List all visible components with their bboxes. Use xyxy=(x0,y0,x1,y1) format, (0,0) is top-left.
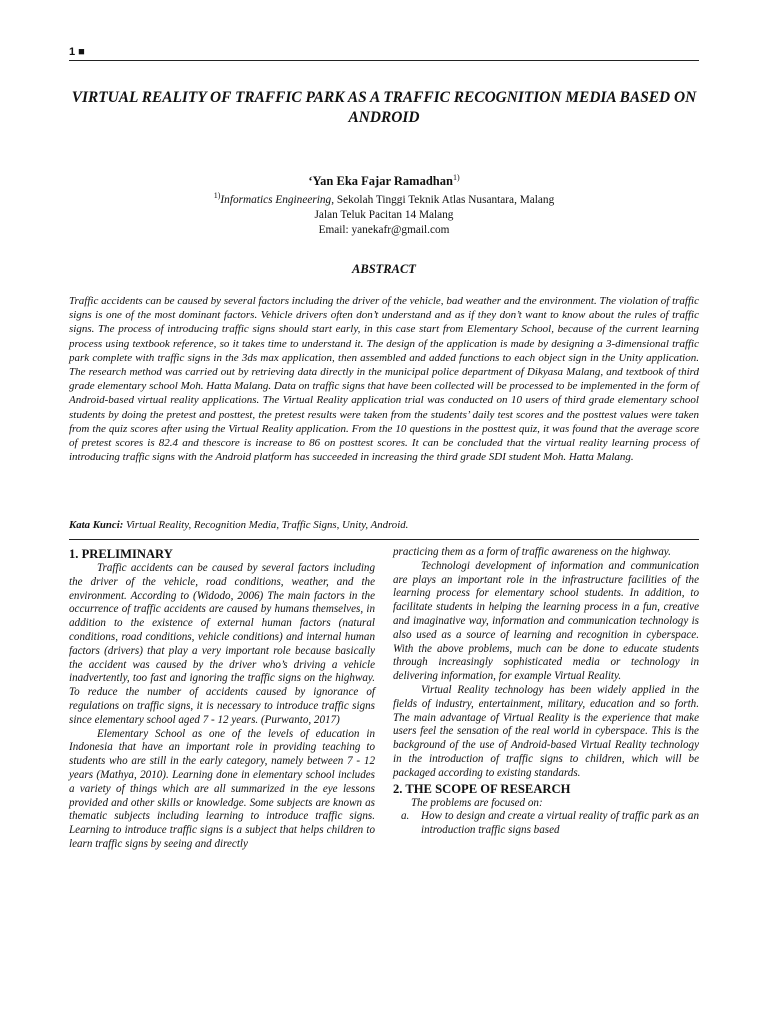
left-column xyxy=(69,546,375,852)
affiliation-line xyxy=(69,188,699,208)
page-number: 1 ■ xyxy=(69,46,85,58)
affiliation-dept: Informatics Engineering xyxy=(220,193,332,206)
affiliation-institution: , Sekolah Tinggi Teknik Atlas Nusantara, Malang xyxy=(331,193,555,206)
abstract-text: Traffic accidents can be caused by several factors including the driver of the vehicle, bad weather and the environment. The violation of traffic signs is one of the most dominant factors. Vehicle drivers often don’t understand and as if they don’t want to know about the rules of traffic signs. The process of introducing traffic signs should start early, in this case start from Elementary School, because of the current learning process using textbook reference, so it takes time to understand it. The design of the application is made by designing a 3-dimensional traffic park complete with traffic signs in the 3ds max application, then assembled and added functions to each object sign in the Unity application. The research method was carried out by retrieving data directly in the municipal police department of Dikyasa Malang, and textbook of third grade elementary school Moh. Hatta Malang. Data on traffic signs that have been collected will be processed to be implemented in the form of Android-based virtual reality applications. The Virtual Reality application trial was conducted on 10 users of third grade elementary school students by doing the pretest and posttest, the pretest results were taken from the students’ daily test scores and the posttest values were taken from the quiz scores after using the Virtual Reality application. From the 10 questions in the posttest quiz, it was found that the average score of pretest scores is 82.4 and thescore is increase to 86 on posttest scores. It can be concluded that the virtual reality learning process of introducing traffic signs with the Android platform has succeeded in increasing the third grade SDI student Moh. Hatta Malang. xyxy=(69,295,699,464)
author-name: ‘Yan Eka Fajar Ramadhan xyxy=(308,174,453,189)
paragraph: Technologi development of information and communication are plays an important role in the infrastructure facilities of the learning process for elementary school students. In addition, to facilitate students in helping the learning process in a fun, creative and imaginative way, information and communication technology is also used as a source of learning and recognition in cyberspace. With the above problems, much can be done to educate students through increasingly sophisticated media or technology in delivering information, for example Virtual Reality. xyxy=(393,559,699,683)
author-email: Email: yanekafr@gmail.com xyxy=(318,223,450,236)
paper-title: VIRTUAL REALITY OF TRAFFIC PARK AS A TRAFFIC RECOGNITION MEDIA BASED ON ANDROID xyxy=(71,89,697,126)
keywords-label: Kata Kunci: xyxy=(69,519,124,531)
list-marker: a. xyxy=(401,810,410,823)
section-heading-scope: 2. THE SCOPE OF RESEARCH xyxy=(393,781,571,796)
section-divider xyxy=(69,539,699,540)
abstract-heading: ABSTRACT xyxy=(352,262,416,276)
keywords-line xyxy=(69,518,699,532)
list-intro: The problems are focused on: xyxy=(411,796,543,809)
page-header xyxy=(69,46,699,61)
paragraph: Traffic accidents can be caused by several factors including the driver of the vehicle, road conditions, weather, and the environment. According to (Widodo, 2006) The main factors in the occurrence of traffic accidents are caused by humans themselves, in addition to the existence of external human factors (natural conditions, road conditions, vehicle conditions) and internal human factors (drivers) that play a very important role because basically the accident was caused by the driver who’s driving a vehicle inadvertently, too fast and ignoring the traffic signs on the highway. To reduce the number of accidents caused by ignorance of regulations on traffic signs, it is necessary to introduce traffic signs since elementary school aged 7 - 12 years. (Purwanto, 2017) xyxy=(69,562,375,726)
affiliation-block xyxy=(69,188,699,238)
section-heading-preliminary: 1. PRELIMINARY xyxy=(69,547,173,561)
keywords-text: Virtual Reality, Recognition Media, Traffic Signs, Unity, Android. xyxy=(123,519,409,531)
list-item-text: How to design and create a virtual reality of traffic park as an introduction traffic signs based xyxy=(421,810,699,837)
author-superscript: 1) xyxy=(452,173,460,182)
affiliation-superscript: 1) xyxy=(213,191,221,200)
list-item xyxy=(393,810,699,838)
affiliation-address: Jalan Teluk Pacitan 14 Malang xyxy=(314,208,454,221)
author-line xyxy=(69,170,699,189)
paragraph: Elementary School as one of the levels of education in Indonesia that have an important role in providing teaching to students who are still in the early category, namely between 7 - 12 years (Mathya, 2010). Learning done in elementary school includes a variety of things which are all summarized in the eye lessons provided and other skills or knowledge. Some subjects are known as thematic subjects including learning to introduce traffic signs. Learning to introduce traffic signs is a subject that helps children to learn traffic signs by seeing and directly xyxy=(69,727,375,850)
right-column xyxy=(393,546,699,838)
paragraph-continued: practicing them as a form of traffic awareness on the highway. xyxy=(393,546,671,558)
paragraph: Virtual Reality technology has been widely applied in the fields of industry, entertainment, military, education and so forth. The main advantage of Virtual Reality is the experience that make users feel the sensation of the real world in cyberspace. This is the background of the use of Android-based Virtual Reality technology in the introduction of traffic signs to children, which will be packaged according to existing standards. xyxy=(393,683,699,779)
